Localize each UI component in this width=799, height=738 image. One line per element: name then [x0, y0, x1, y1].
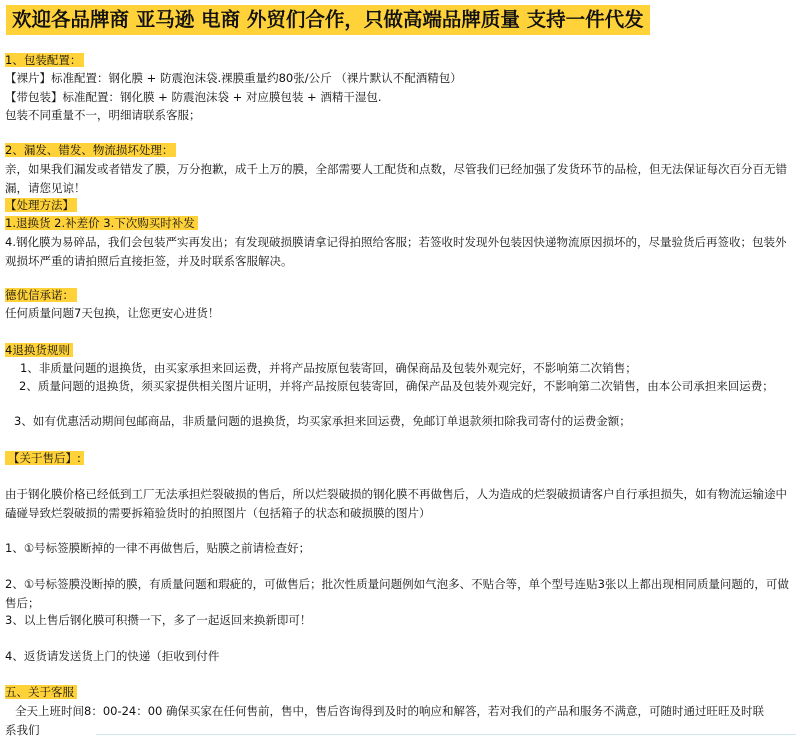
handling-method-heading: 【处理方法】 — [5, 197, 77, 214]
customer-service-paragraph: 全天上班时间8：00-24：00 确保买家在任何售前，售中，售后咨询得到及时的响应和解答，若对我们的产品和服务不满意，可随时通过旺旺及时联系我们 — [5, 704, 765, 737]
customer-service-heading: 五、关于客服 — [5, 684, 77, 701]
section-packaging-heading: 1、包装配置： — [5, 52, 84, 69]
after-sales-item: 4、返货请发送货上门的快递（拒收到付件 — [5, 649, 220, 663]
shipping-errors-paragraph: 亲，如果我们漏发或者错发了膜，万分抱歉，成千上万的膜，全部需要人工配货和点数，尽管我们已经加强了发货环节的品检，但无法保证每次百分百无错漏，请您见谅！ — [5, 162, 787, 195]
after-sales-paragraph: 由于钢化膜价格已经低到工厂无法承担烂裂破损的售后，所以烂裂破损的钢化膜不再做售后，人为造成的烂裂破损请客户自行承担损失，如有物流运输途中磕碰导致烂裂破损的需要拆箱验货时的拍照图片（包括箱子的状态和破损膜的图片） — [5, 487, 787, 520]
packaging-weight-note: 包装不同重量不一，明细请联系客服； — [5, 108, 201, 122]
section-shipping-errors-heading: 2、漏发、错发、物流损坏处理： — [5, 142, 176, 159]
return-rules-heading: 4退换货规则 — [5, 342, 73, 359]
packaging-bare-line: 【裸片】标准配置：钢化膜 + 防震泡沫袋.裸膜重量约80张/公斤 （裸片默认不配酒精包） — [5, 71, 462, 85]
page-title: 欢迎各品牌商 亚马逊 电商 外贸们合作，只做高端品牌质量 支持一件代发 — [6, 5, 650, 35]
after-sales-item: 1、①号标签膜断掉的一律不再做售后，贴膜之前请检查好； — [5, 541, 311, 555]
divider — [96, 734, 796, 735]
return-rule-item: 2、质量问题的退换货，须买家提供相关图片证明，并将产品按原包装寄回，确保产品及包装外观完好，不影响第二次销售，由本公司承担来回运费； — [19, 379, 774, 393]
handling-methods-list: 1.退换货 2.补差价 3.下次购买时补发 — [5, 215, 198, 232]
promise-heading: 德优信承诺： — [5, 287, 77, 304]
after-sales-item: 2、①号标签膜没断掉的膜，有质量问题和瑕疵的，可做售后；批次性质量问题例如气泡多、不贴合等，单个型号连贴3张以上都出现相同质量问题的，可做售后； — [5, 577, 789, 610]
packaging-boxed-line: 【带包装】标准配置：钢化膜 + 防震泡沫袋 + 对应膜包装 + 酒精干湿包. — [5, 90, 382, 104]
return-rule-item: 3、如有优惠活动期间包邮商品，非质量问题的退换货，均买家承担来回运费，免邮订单退款须扣除我司寄付的运费金额； — [14, 414, 631, 428]
fragile-item-note: 4.钢化膜为易碎品，我们会包装严实再发出；有发现破损膜请拿记得拍照给客服；若签收时发现外包装因快递物流原因损坏的，尽量验货后再签收；包装外观损坏严重的请拍照后直接拒签，并及时联系客服解决。 — [5, 235, 787, 268]
after-sales-heading: 【关于售后】: — [5, 450, 84, 467]
return-rule-item: 1、非质量问题的退换货，由买家承担来回运费，并将产品按原包装寄回，确保商品及包装外观完好，不影响第二次销售； — [20, 361, 637, 375]
promise-line: 任何质量问题7天包换，让您更安心进货！ — [5, 306, 220, 320]
after-sales-item: 3、以上售后钢化膜可积攒一下，多了一起返回来换新即可！ — [5, 613, 312, 627]
